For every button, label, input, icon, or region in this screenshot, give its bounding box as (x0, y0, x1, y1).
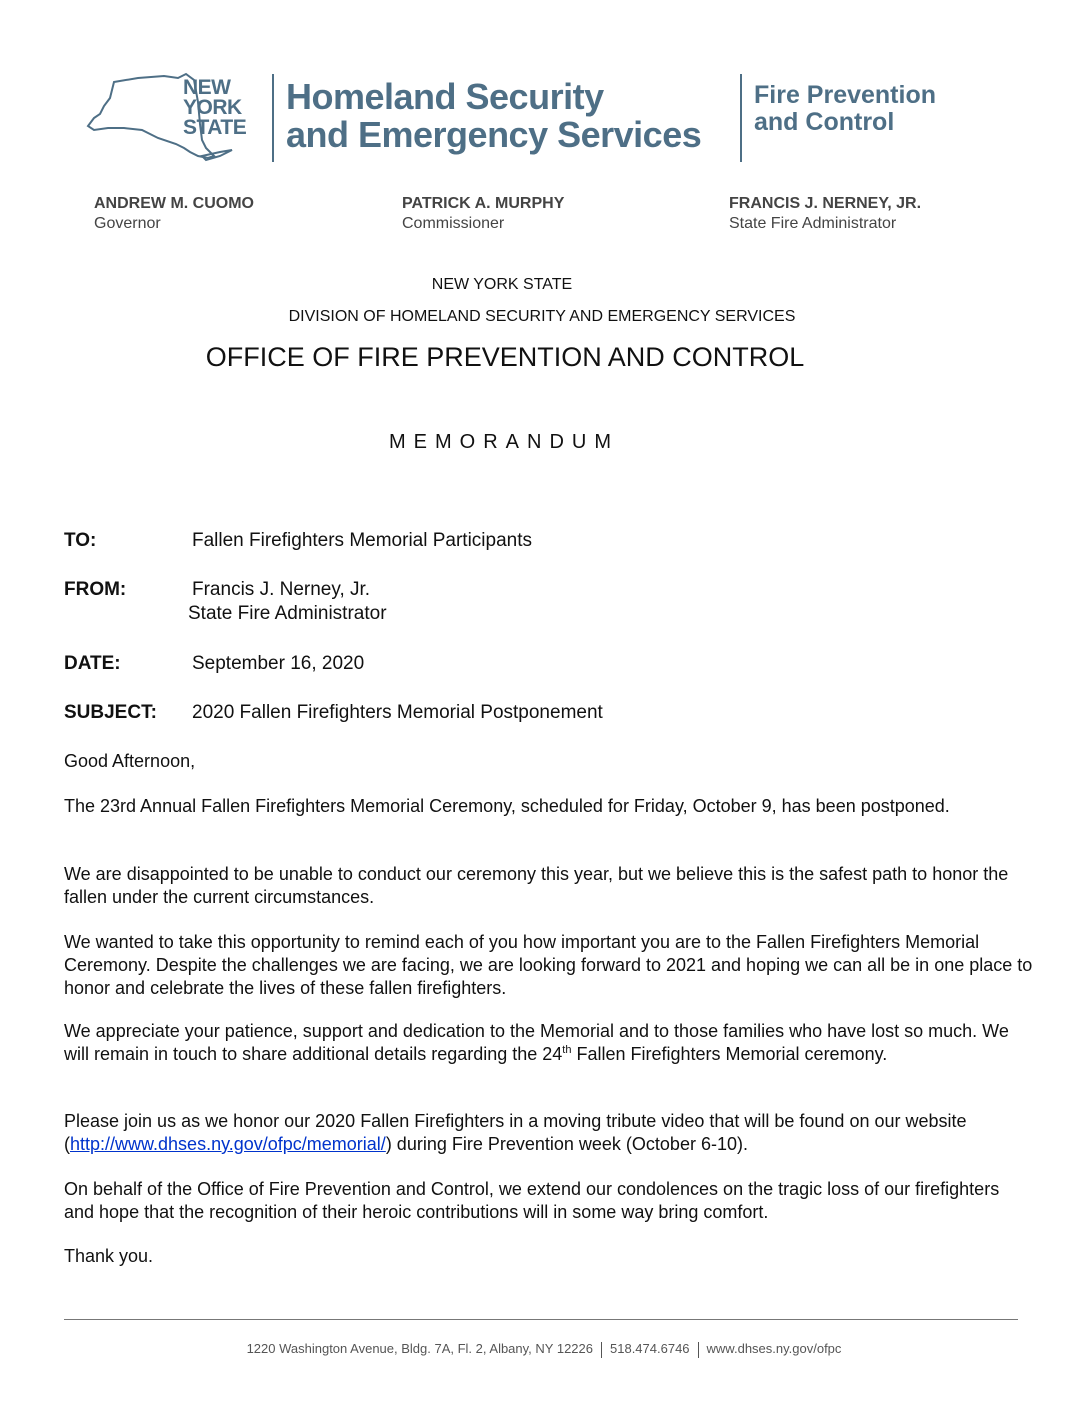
office-name: Fire Prevention and Control (754, 81, 936, 136)
official-commissioner: PATRICK A. MURPHY Commissioner (402, 195, 565, 232)
date-label: DATE: (64, 653, 121, 674)
greeting: Good Afternoon, (64, 751, 196, 771)
to-value: Fallen Firefighters Memorial Participants (192, 530, 533, 551)
footer-separator (698, 1342, 699, 1358)
office-heading: OFFICE OF FIRE PREVENTION AND CONTROL (205, 342, 805, 372)
paragraph-5: Please join us as we honor our 2020 Fallen Firefighters in a moving tribute video that will be found on our website (http://www.dhses.ny.gov/ofpc/memorial/) during Fire Prevention week (October 6-10). (64, 1111, 967, 1154)
agency-name: Homeland Security and Emergency Services (286, 76, 702, 155)
subject-value: 2020 Fallen Firefighters Memorial Postponement (192, 702, 603, 723)
division-heading: DIVISION OF HOMELAND SECURITY AND EMERGENCY SERVICES (288, 308, 796, 325)
footer-phone: 518.474.6746 (610, 1341, 690, 1356)
official-fire-administrator: FRANCIS J. NERNEY, JR. State Fire Administrator (729, 195, 922, 232)
footer-address: 1220 Washington Avenue, Bldg. 7A, Fl. 2, Albany, NY 12226 (246, 1341, 593, 1356)
official-governor: ANDREW M. CUOMO Governor (94, 195, 254, 232)
from-value-title: State Fire Administrator (188, 603, 387, 624)
footer-divider (64, 1319, 1018, 1320)
state-heading: NEW YORK STATE (431, 276, 573, 293)
memorandum-heading: MEMORANDUM (389, 431, 619, 453)
paragraph-2: We are disappointed to be unable to conduct our ceremony this year, but we believe this is the safest path to honor the fallen under the current circumstances. (64, 864, 1009, 907)
paragraph-6: On behalf of the Office of Fire Prevention and Control, we extend our condolences on the tragic loss of our firefighters and hope that the recognition of their heroic contributions will in some way bring comfort. (64, 1179, 1000, 1222)
from-value-name: Francis J. Nerney, Jr. (192, 579, 371, 600)
new-york-state-wordmark: NEW YORK STATE (183, 76, 247, 139)
memorial-link[interactable]: http://www.dhses.ny.gov/ofpc/memorial/ (70, 1134, 386, 1154)
paragraph-4: We appreciate your patience, support and dedication to the Memorial and to those families who have lost so much. We will remain in touch to share additional details regarding the 24th Fallen Firefighters Memorial ceremony. (64, 1021, 1009, 1064)
paragraph-1: The 23rd Annual Fallen Firefighters Memorial Ceremony, scheduled for Friday, October 9, has been postponed. (64, 796, 950, 816)
footer (0, 1341, 1088, 1358)
header-divider (740, 74, 742, 162)
to-label: TO: (64, 530, 97, 551)
footer-website: www.dhses.ny.gov/ofpc (706, 1341, 842, 1356)
paragraph-3: We wanted to take this opportunity to remind each of you how important you are to the Fallen Firefighters Memorial Ceremony. Despite the challenges we are facing, we are looking forward to 2021 and hoping we can all be in one place to honor and celebrate the lives of these fallen firefighters. (64, 932, 1033, 998)
closing: Thank you. (64, 1246, 154, 1266)
header-divider (272, 74, 274, 162)
subject-label: SUBJECT: (64, 702, 157, 723)
footer-separator (601, 1342, 602, 1358)
from-label: FROM: (64, 579, 127, 600)
date-value: September 16, 2020 (192, 653, 365, 674)
